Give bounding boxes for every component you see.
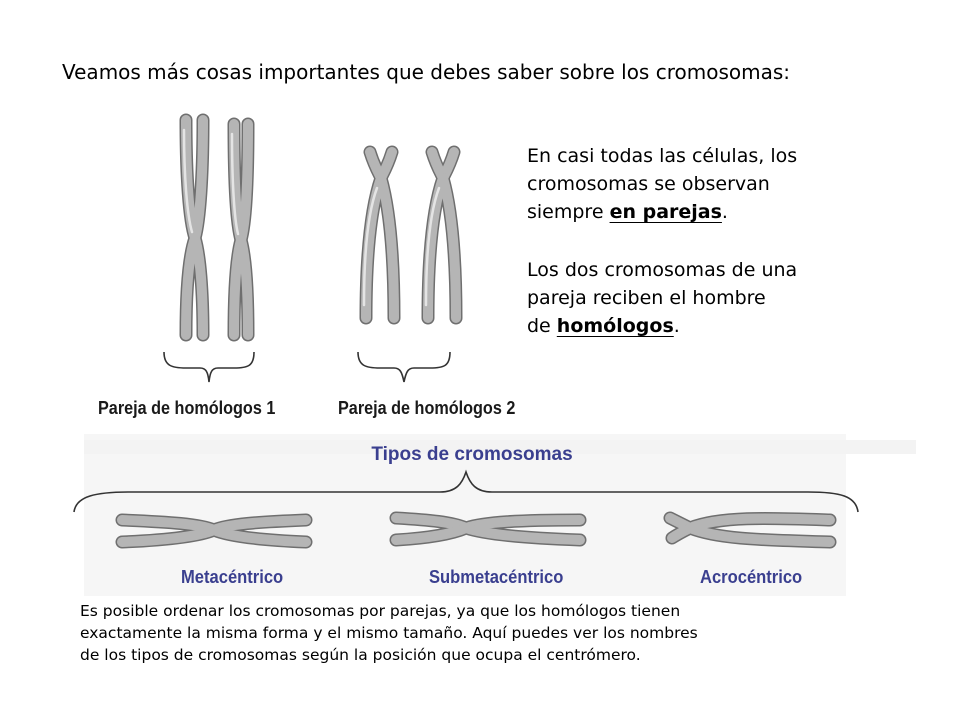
types-brace xyxy=(74,472,858,512)
type-label-acrocentric: Acrocéntrico xyxy=(700,567,803,587)
pair-2-brace xyxy=(358,352,450,382)
paragraph-line: cromosomas se observan xyxy=(527,173,770,195)
chromosome-submetacentric xyxy=(396,518,580,540)
chromosome-acrocentric xyxy=(670,518,830,542)
paragraph-line: de homólogos. xyxy=(527,315,680,337)
caption-line: Es posible ordenar los cromosomas por parejas, ya que los homólogos tienen xyxy=(80,602,681,620)
paragraph-line: pareja reciben el hombre xyxy=(527,287,766,309)
caption-text xyxy=(76,600,860,666)
chromosome-2a xyxy=(364,152,394,318)
caption-line: exactamente la misma forma y el mismo tamaño. Aquí puedes ver los nombres xyxy=(80,624,698,642)
emphasis-homologos: homólogos xyxy=(556,315,674,337)
chromosome-2b xyxy=(426,152,456,318)
type-label-submetacentric: Submetacéntrico xyxy=(429,567,564,587)
chromosome-1a xyxy=(184,120,203,335)
caption-line: de los tipos de cromosomas según la posición que ocupa el centrómero. xyxy=(80,646,641,664)
chromosome-pair-1 xyxy=(184,120,248,335)
pair-2-label: Pareja de homólogos 2 xyxy=(338,398,516,418)
paragraph-line: En casi todas las células, los xyxy=(527,145,798,167)
chromosome-pair-2 xyxy=(364,152,456,318)
pair-1-label: Pareja de homólogos 1 xyxy=(98,398,276,418)
pair-1-brace xyxy=(164,352,254,382)
emphasis-en-parejas: en parejas xyxy=(609,201,722,223)
page-heading: Veamos más cosas importantes que debes saber sobre los cromosomas: xyxy=(62,60,790,84)
chromosome-1b xyxy=(232,124,248,335)
chromosome-metacentric xyxy=(122,520,306,542)
types-title: Tipos de cromosomas xyxy=(371,444,573,465)
type-label-metacentric: Metacéntrico xyxy=(181,567,284,587)
paragraph-line: siempre en parejas. xyxy=(527,201,728,223)
paragraph-line: Los dos cromosomas de una xyxy=(527,259,798,281)
